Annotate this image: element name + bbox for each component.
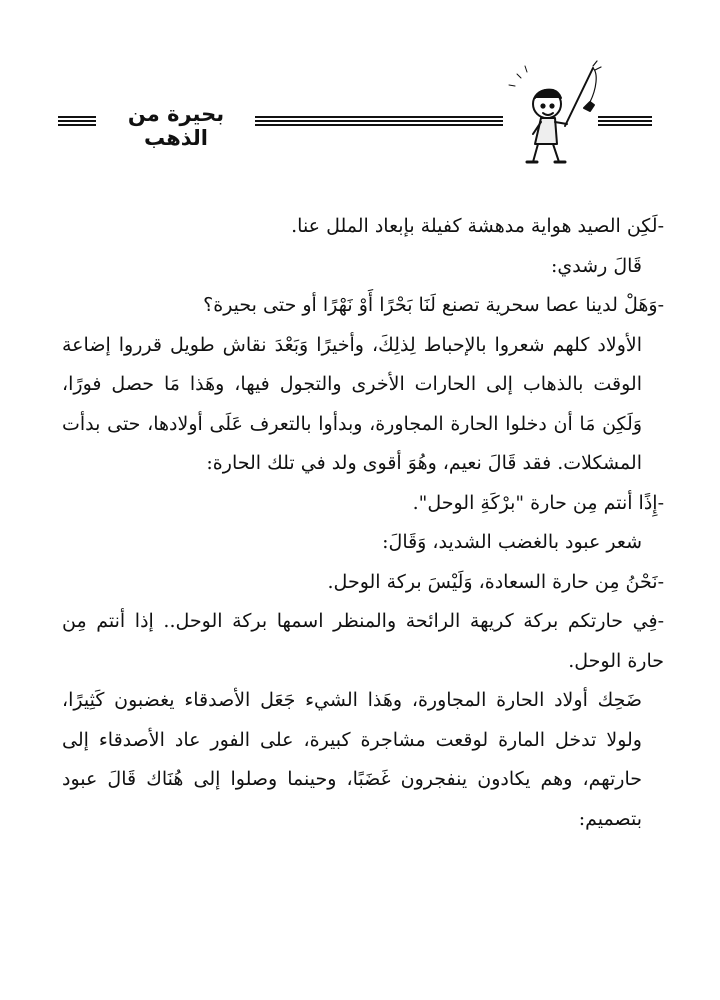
dialogue-paragraph: -فِي حارتكم بركة كريهة الرائحة والمنظر اسمها بركة الوحل.. إذا أنتم مِن حارة الوحل. [62, 610, 664, 672]
dialogue-line: -لَكِن الصيد هواية مدهشة كفيلة بإبعاد الملل عنا. [291, 215, 664, 237]
header-rule-left [58, 116, 96, 128]
dialogue-line: -إِذًا أنتم مِن حارة "برْكَةِ الوحل". [412, 491, 664, 514]
header-rule-right [598, 116, 652, 128]
dialogue-line: -وَهَلْ لدينا عصا سحرية تصنع لَنَا بَحْرًا أَوْ نَهْرًا أو حتى بحيرة؟ [203, 294, 664, 316]
narration-line: شعر عبود بالغضب الشديد، وَقَالَ: [382, 531, 642, 553]
story-text [62, 207, 664, 839]
narration-paragraph: ضَحِك أولاد الحارة المجاورة، وهَذا الشيء جَعَل الأصدقاء يغضبون كَثِيرًا، ولولا تدخل المارة لوقعت مشاجرة كبيرة، على الفور عاد الأصدقاء إلى حارتهم، وهم يكادون ينفجرون غَضَبًا، وحينما وصلوا إلى هُنَاك قَالَ عبود بتصميم: [62, 689, 642, 830]
dialogue-line: -نَحْنُ مِن حارة السعادة، وَلَيْسَ بركة الوحل. [327, 570, 664, 593]
boy-fishing-illustration-icon [505, 58, 605, 170]
chapter-title: بحيرة من الذهب [127, 102, 225, 150]
header-rule-middle [255, 116, 503, 128]
narration-line: قَالَ رشدي: [550, 254, 642, 277]
narration-paragraph: الأولاد كلهم شعروا بالإحباط لِذلِكَ، وأخيرًا وَبَعْدَ نقاش طويل قرروا إضاعة الوقت بالذهاب إلى الحارات الأخرى والتجول فيها، وهَذا مَا حصل فورًا، وَلَكِن مَا أن دخلوا الحارة المجاورة، وبدأوا بالتعرف عَلَى أولادها، حتى بدأت المشكلات. فقد قَالَ نعيم، وهُوَ أقوى ولد في تلك الحارة: [62, 333, 642, 474]
